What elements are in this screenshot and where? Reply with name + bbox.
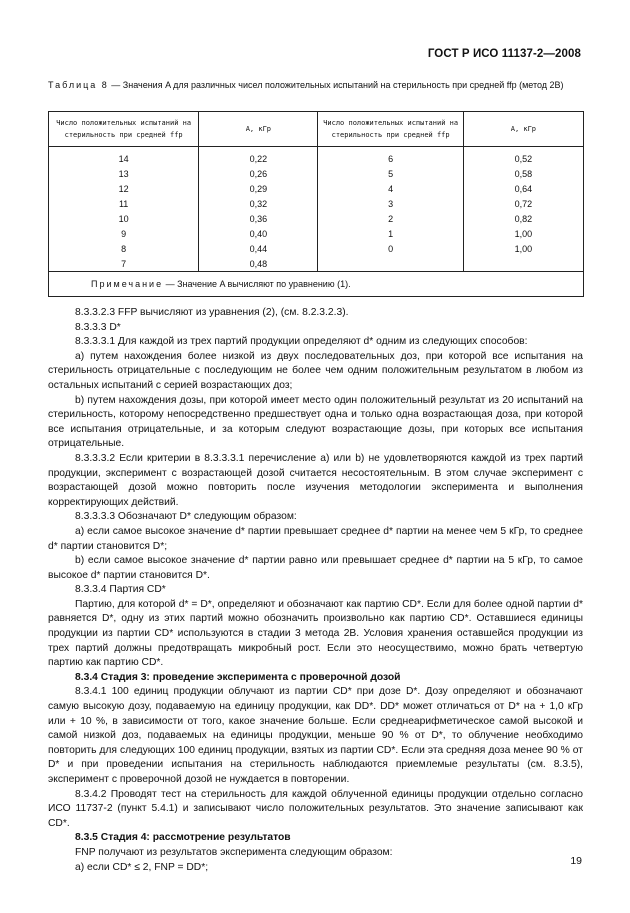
paragraph: Партию, для которой d* = D*, определяют и обозначают как партию CD*. Если для более одной партии d* равняется D*, одну из этих партий можно обозначить произвольно как партию CD*. Оставшиеся единицы продукции из партии CD* используются в стадии 3 метода 2B. Условия хранения оставшейся продукции из трех партий должны предотвращать микробный рост. Если это неосуществимо, можно брать четвертую партию как партию CD*. [48,598,583,669]
table-cell: 11 [49,196,199,211]
paragraph: 8.3.3.3.1 Для каждой из трех партий продукции определяют d* одним из следующих способов: [75,336,528,348]
table-note-text: — Значение A вычисляют по уравнению (1). [163,279,351,289]
table-cell: 0 [318,241,463,256]
table-cell: 12 [49,181,199,196]
table-row [49,166,584,181]
paragraph: 8.3.3.3.2 Если критерии в 8.3.3.3.1 перечисление a) или b) не удовлетворяются каждой из трех партий продукции, эксперимент с возрастающей дозой считается несостоятельным. В этом случае эксперимент с возрастающей дозой можно повторить после изучения методологии эксперимента и выполнения корректирующих действий. [48,452,583,508]
table-row [49,147,584,167]
table-cell: 0,72 [463,196,583,211]
table-cell [463,256,583,272]
standard-header: ГОСТ Р ИСО 11137-2—2008 [427,48,581,60]
table-cell: 0,64 [463,181,583,196]
table-note-label: Примечание [91,279,164,289]
table-cell: 0,48 [199,256,318,272]
paragraph: 8.3.3.2.3 FFP вычисляют из уравнения (2), (см. 8.2.3.2.3). [75,307,349,318]
table-caption [48,79,588,92]
table-cell: 13 [49,166,199,181]
table-cell: 9 [49,226,199,241]
table-cell: 14 [49,147,199,167]
table-cell: 0,29 [199,181,318,196]
table-row [49,241,584,256]
table-row [49,211,584,226]
table-cell: 0,32 [199,196,318,211]
table-cell: 0,44 [199,241,318,256]
table-row [49,181,584,196]
table-cell: 5 [318,166,463,181]
table-cell: 0,52 [463,147,583,167]
paragraph: b) если самое высокое значение d* партии равно или превышает среднее d* партии на 5 кГр, то самое высокое d* партии становится D*. [48,555,583,581]
paragraph: a) если самое высокое значение d* партии превышает среднее d* партии на менее чем 5 кГр, то среднее d* партии становится D*; [48,525,583,552]
col-header-a-kgy: A, кГр [199,112,318,147]
paragraph: 8.3.3.3 D* [75,321,121,333]
table-row [49,196,584,211]
table-caption-label: Таблица 8 [48,80,109,90]
paragraph: 8.3.4.1 100 единиц продукции облучают из партии CD* при дозе D*. Дозу определяют и обозначают самую высокую дозу, подаваемую на единицу продукции, как DD*. DD* может отличаться от D* на + 1,0 кГр или + 10 %, в зависимости от того, какое значение больше. Если среднеарифметическое самой высокой и самой низкой доз, подаваемых на единицы продукции, меньше 90 % от D*, то облучение необходимо повторить для следующих 100 единиц продукции, взятых из партии CD*. Если эта средняя доза менее 90 % от D* и при проведении испытания на стерильность наблюдаются приемлемые результаты (см. 8.3.5), эксперимент с проверочной дозой не нуждается в повторении. [48,686,583,785]
table-cell: 3 [318,196,463,211]
table-cell: 0,40 [199,226,318,241]
values-table [48,111,584,297]
paragraph: 8.3.4.2 Проводят тест на стерильность для каждой облученной единицы продукции отдельно согласно ИСО 11737-2 (пункт 5.4.1) и записывают число положительных результатов. Это значение записывают как CD*. [48,788,583,829]
table-cell: 0,22 [199,147,318,167]
table-cell: 10 [49,211,199,226]
table-cell: 1 [318,226,463,241]
page-number: 19 [570,855,582,867]
table-cell: 1,00 [463,226,583,241]
table-cell: 4 [318,181,463,196]
table-caption-text: — Значения A для различных чисел положительных испытаний на стерильность при средней ffp (метод 2B) [108,80,564,90]
paragraph: 8.3.3.4 Партия CD* [75,584,166,596]
paragraph: a) путем нахождения более низкой из двух последовательных доз, при которой все испытания на стерильность отрицательные с последующим не более чем одним положительным результатом в любом из остальных испытаний с серией возрастающих доз; [48,350,583,391]
table-cell: 2 [318,211,463,226]
table-cell: 1,00 [463,241,583,256]
paragraph: 8.3.3.3.3 Обозначают D* следующим образом: [75,511,297,523]
col-header-a-kgy: A, кГр [463,112,583,147]
table-cell [318,256,463,272]
table-cell: 0,36 [199,211,318,226]
table-row [49,226,584,241]
col-header-positive-tests: Число положительных испытаний на стерильность при средней ffp [49,112,199,147]
table-cell: 6 [318,147,463,167]
table-cell: 7 [49,256,199,272]
table-note-row [49,272,584,297]
table-note [49,272,584,297]
table-cell: 8 [49,241,199,256]
section-heading: 8.3.4 Стадия 3: проведение эксперимента с проверочной дозой [75,671,401,683]
body-text [48,306,583,875]
table-cell: 0,58 [463,166,583,181]
col-header-positive-tests: Число положительных испытаний на стерильность при средней ffp [318,112,463,147]
paragraph: b) путем нахождения дозы, при которой имеет место один положительный результат из 20 испытаний на стерильность, которому непосредственно предшествует одна и только одна возрастающая доза, при которой все испытания отрицательные, и за которым следуют возрастающие дозы, при которых все испытания отрицательные. [48,394,583,450]
table-cell: 0,82 [463,211,583,226]
section-heading: 8.3.5 Стадия 4: рассмотрение результатов [75,832,291,844]
paragraph: a) если CD* ≤ 2, FNP = DD*; [75,861,209,873]
paragraph: FNP получают из результатов эксперимента следующим образом: [75,846,393,858]
table-header-row [49,112,584,147]
table-row [49,256,584,272]
table-cell: 0,26 [199,166,318,181]
